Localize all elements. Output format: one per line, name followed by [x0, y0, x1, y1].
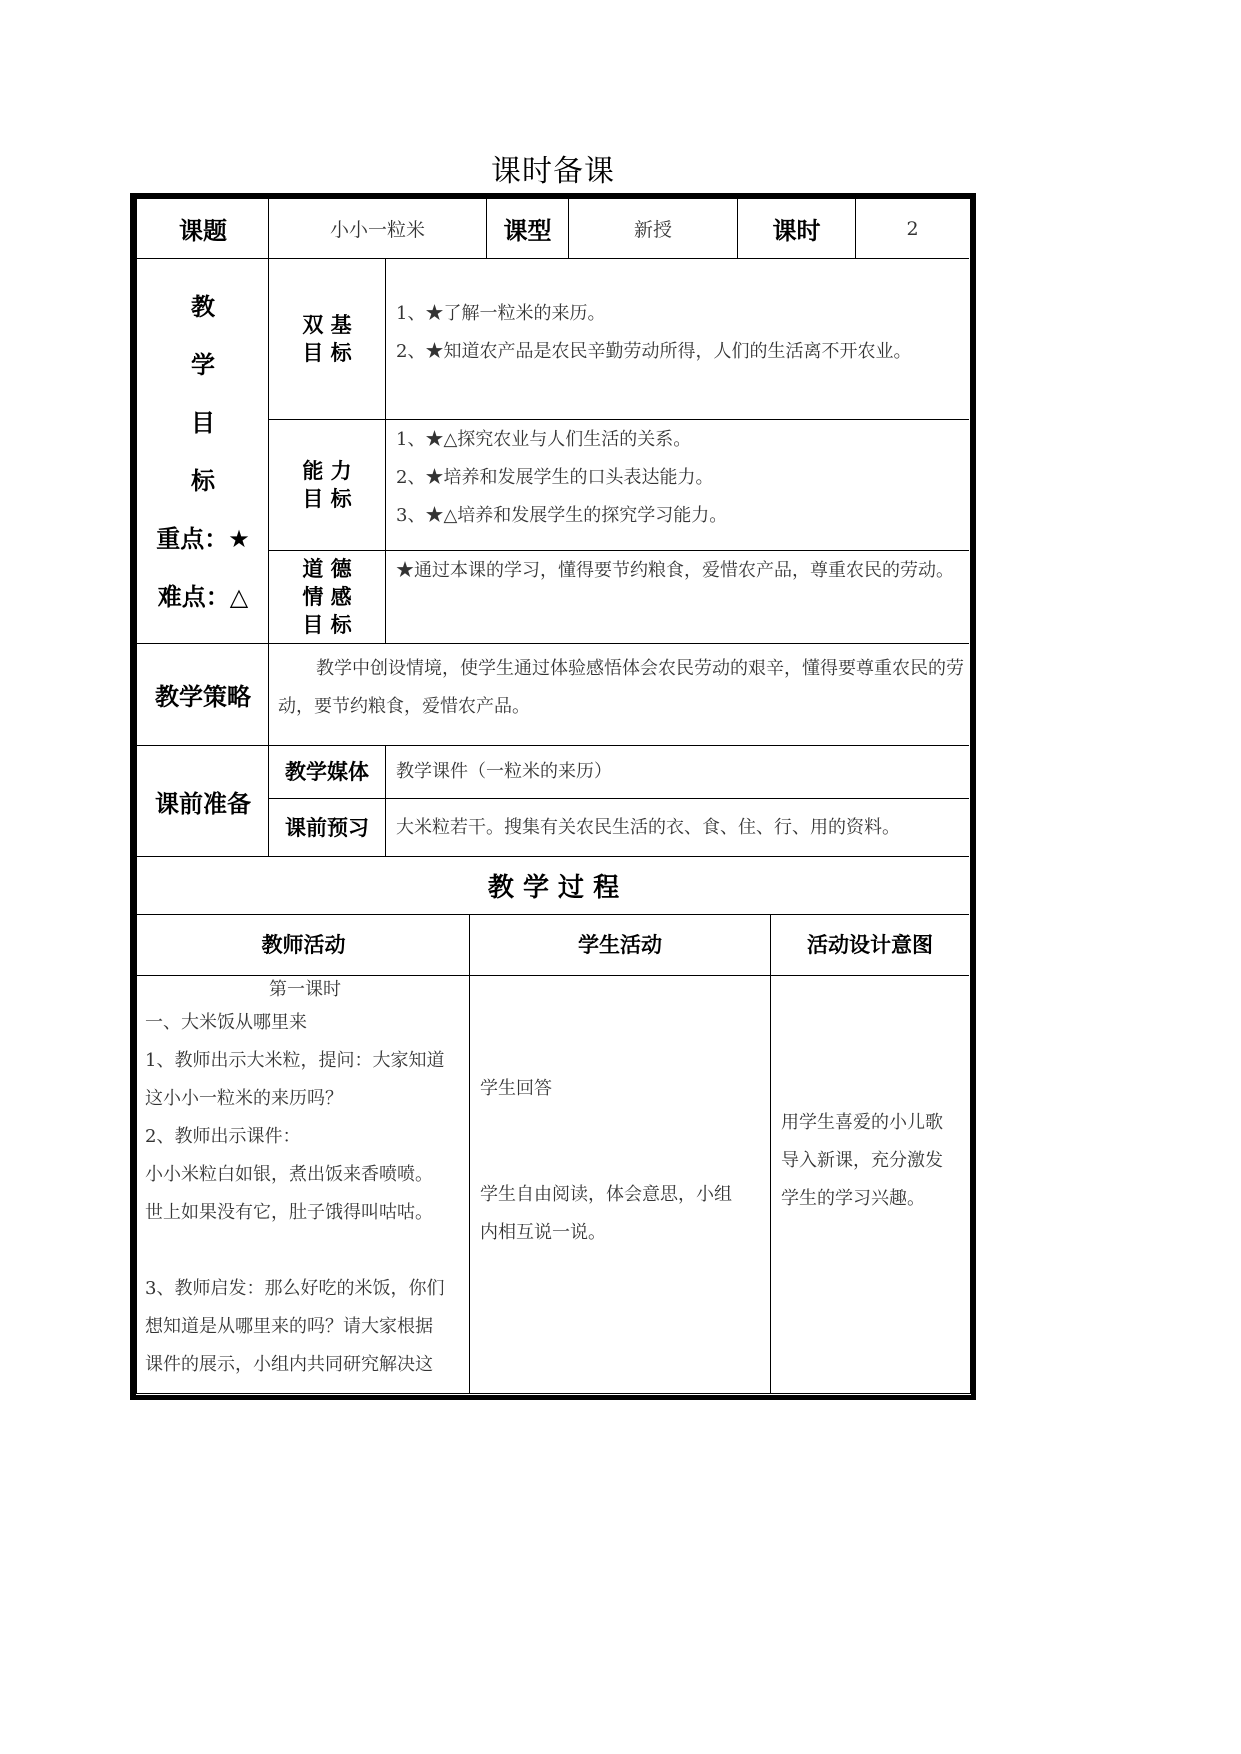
lesson-type-value: 新授 — [633, 219, 672, 241]
basic-objectives-list — [396, 259, 969, 419]
objectives-char: 标 — [191, 467, 215, 495]
divider — [469, 914, 470, 1394]
periods-value: 2 — [906, 217, 919, 240]
key-point-legend: 重点：★ — [156, 525, 250, 553]
moral-objectives-label — [269, 551, 385, 643]
teacher-line-blank — [145, 1232, 465, 1270]
label-line: 双 基 — [302, 313, 352, 337]
divider — [385, 258, 386, 643]
objective-item: 2、★知道农产品是农民辛勤劳动所得，人们的生活离不开农业。 — [396, 341, 912, 362]
student-reading — [480, 1176, 765, 1252]
teaching-media-value: 教学课件（一粒米的来历） — [396, 761, 612, 782]
objectives-char: 目 — [191, 409, 215, 437]
strategy-text: 教学中创设情境，使学生通过体验感悟体会农民劳动的艰辛，懂得要尊重农民的劳动，要节约粮食，爱惜农产品。 — [278, 658, 964, 717]
teaching-media-label: 教学媒体 — [285, 760, 369, 784]
student-answer: 学生回答 — [480, 1078, 552, 1099]
column-header-intent: 活动设计意图 — [807, 933, 933, 957]
divider — [770, 914, 771, 1394]
label-line: 目 标 — [302, 613, 352, 637]
basic-objectives-label — [269, 259, 385, 419]
teaching-objectives-label — [138, 259, 268, 643]
student-line: 内相互说一说。 — [480, 1222, 606, 1243]
teacher-line: 想知道是从哪里来的吗？请大家根据 — [145, 1316, 433, 1337]
teacher-line: 3、教师启发：那么好吃的米饭，你们 — [145, 1278, 445, 1299]
intent-line: 用学生喜爱的小儿歌 — [781, 1112, 943, 1133]
teacher-line: 2、教师出示课件： — [145, 1126, 301, 1147]
label-line: 能 力 — [302, 459, 352, 483]
periods-label: 课时 — [772, 217, 821, 245]
design-intent — [781, 1104, 966, 1218]
objective-item: 1、★△探究农业与人们生活的关系。 — [396, 429, 692, 450]
teacher-activity-content — [145, 976, 465, 1384]
intent-line: 导入新课，充分激发 — [781, 1150, 943, 1171]
strategy-label: 教学策略 — [155, 683, 251, 711]
period-heading: 第一课时 — [269, 979, 341, 1000]
objective-item: 3、★△培养和发展学生的探究学习能力。 — [396, 505, 728, 526]
preview-value: 大米粒若干。搜集有关农民生活的衣、食、住、行、用的资料。 — [396, 816, 900, 838]
teacher-line: 这小小一粒米的来历吗？ — [145, 1088, 343, 1109]
process-section-title: 教 学 过 程 — [487, 873, 620, 903]
teacher-line: 课件的展示，小组内共同研究解决这 — [145, 1354, 433, 1375]
intent-line: 学生的学习兴趣。 — [781, 1188, 925, 1209]
objectives-char: 教 — [191, 293, 215, 321]
moral-objectives-text: ★通过本课的学习，懂得要节约粮食，爱惜农产品，尊重农民的劳动。 — [396, 560, 954, 581]
document-title: 课时备课 — [491, 154, 615, 189]
topic-label: 课题 — [179, 217, 227, 245]
teacher-line: 一、大米饭从哪里来 — [145, 1012, 307, 1033]
column-header-student: 学生活动 — [578, 933, 662, 957]
student-line: 学生自由阅读，体会意思，小组 — [480, 1184, 732, 1205]
lesson-type-label: 课型 — [503, 217, 552, 245]
objective-item: 2、★培养和发展学生的口头表达能力。 — [396, 467, 714, 488]
teacher-line: 世上如果没有它，肚子饿得叫咕咕。 — [145, 1202, 433, 1223]
objective-item: 1、★了解一粒米的来历。 — [396, 303, 606, 324]
teacher-line: 小小米粒白如银，煮出饭来香喷喷。 — [145, 1164, 433, 1185]
label-line: 情 感 — [302, 585, 352, 609]
ability-objectives-label — [269, 420, 385, 550]
preparation-label: 课前准备 — [155, 789, 251, 818]
topic-value: 小小一粒米 — [329, 219, 425, 241]
objectives-char: 学 — [191, 351, 215, 379]
label-line: 目 标 — [302, 487, 352, 511]
teacher-line: 1、教师出示大米粒，提问：大家知道 — [145, 1050, 445, 1071]
label-line: 道 德 — [302, 557, 352, 581]
column-header-teacher: 教师活动 — [261, 933, 346, 957]
ability-objectives-list — [396, 420, 969, 550]
divider — [385, 745, 386, 856]
difficulty-legend: 难点：△ — [157, 583, 249, 611]
preview-label: 课前预习 — [285, 815, 369, 840]
label-line: 目 标 — [302, 341, 352, 365]
